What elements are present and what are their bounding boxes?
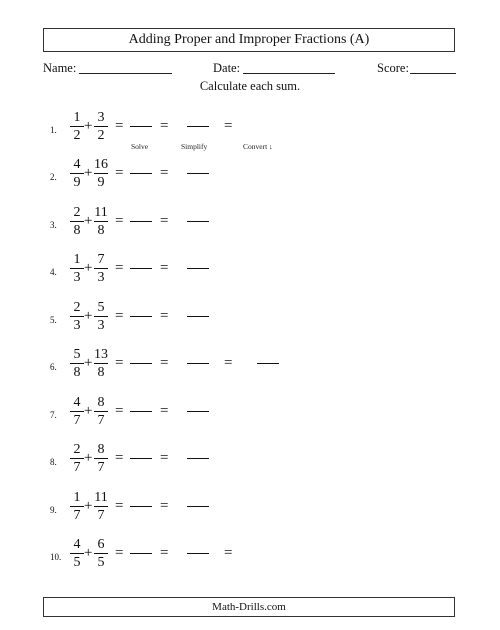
fraction-bar <box>70 411 84 412</box>
simplify-answer-blank[interactable] <box>187 221 209 222</box>
first-fraction-numerator: 1 <box>73 252 81 267</box>
first-fraction-numerator: 4 <box>73 157 81 172</box>
plus-sign: + <box>84 450 93 466</box>
second-fraction-denominator: 7 <box>97 508 105 523</box>
plus-sign: + <box>84 545 93 561</box>
solve-answer-blank[interactable] <box>130 363 152 364</box>
equals-sign: = <box>224 118 233 134</box>
first-fraction <box>70 490 84 523</box>
plus-sign: + <box>84 118 93 134</box>
solve-answer-blank[interactable] <box>130 221 152 222</box>
fraction-bar <box>94 316 108 317</box>
first-fraction-denominator: 8 <box>73 223 81 238</box>
first-fraction-numerator: 2 <box>73 205 81 220</box>
problem-number: 8. <box>50 457 57 467</box>
second-fraction <box>94 537 108 570</box>
step-label-solve: Solve <box>131 142 149 151</box>
fraction-bar <box>94 363 108 364</box>
problem-row <box>0 252 500 298</box>
instructions: Calculate each sum. <box>199 79 301 93</box>
second-fraction <box>94 205 108 238</box>
equals-sign: = <box>115 260 124 276</box>
fraction-bar <box>94 506 108 507</box>
equals-sign: = <box>115 118 124 134</box>
fraction-bar <box>94 221 108 222</box>
second-fraction-denominator: 5 <box>97 555 105 570</box>
second-fraction-numerator: 3 <box>97 110 105 125</box>
first-fraction-denominator: 3 <box>73 318 81 333</box>
second-fraction-numerator: 5 <box>97 300 105 315</box>
solve-answer-blank[interactable] <box>130 126 152 127</box>
problem-number: 5. <box>50 315 57 325</box>
second-fraction <box>94 442 108 475</box>
equals-sign: = <box>115 165 124 181</box>
second-fraction-denominator: 3 <box>97 270 105 285</box>
simplify-answer-blank[interactable] <box>187 363 209 364</box>
problem-row <box>0 395 500 441</box>
second-fraction-denominator: 3 <box>97 318 105 333</box>
plus-sign: + <box>84 403 93 419</box>
fraction-bar <box>94 553 108 554</box>
problem-row <box>0 537 500 583</box>
first-fraction-denominator: 7 <box>73 508 81 523</box>
simplify-answer-blank[interactable] <box>187 126 209 127</box>
second-fraction-numerator: 13 <box>94 347 108 362</box>
equals-sign: = <box>115 450 124 466</box>
equals-sign: = <box>115 355 124 371</box>
fraction-bar <box>94 126 108 127</box>
equals-sign: = <box>115 498 124 514</box>
plus-sign: + <box>84 308 93 324</box>
second-fraction-numerator: 7 <box>97 252 105 267</box>
plus-sign: + <box>84 260 93 276</box>
plus-sign: + <box>84 498 93 514</box>
second-fraction <box>94 490 108 523</box>
second-fraction <box>94 157 108 190</box>
second-fraction-numerator: 11 <box>94 490 108 505</box>
equals-sign: = <box>160 450 169 466</box>
equals-sign: = <box>160 498 169 514</box>
equals-sign: = <box>160 355 169 371</box>
step-label-convert: Convert ↓ <box>243 142 273 151</box>
first-fraction-denominator: 7 <box>73 460 81 475</box>
first-fraction <box>70 300 84 333</box>
convert-answer-blank[interactable] <box>257 363 279 364</box>
first-fraction <box>70 252 84 285</box>
first-fraction <box>70 395 84 428</box>
problem-number: 9. <box>50 505 57 515</box>
simplify-answer-blank[interactable] <box>187 268 209 269</box>
fraction-bar <box>94 458 108 459</box>
second-fraction-denominator: 7 <box>97 460 105 475</box>
first-fraction-denominator: 5 <box>73 555 81 570</box>
first-fraction-denominator: 3 <box>73 270 81 285</box>
second-fraction-numerator: 16 <box>94 157 108 172</box>
fraction-bar <box>94 268 108 269</box>
worksheet-title: Adding Proper and Improper Fractions (A) <box>43 28 455 52</box>
first-fraction-denominator: 9 <box>73 175 81 190</box>
fraction-bar <box>70 173 84 174</box>
simplify-answer-blank[interactable] <box>187 411 209 412</box>
date-label: Date: <box>213 61 241 75</box>
first-fraction-denominator: 7 <box>73 413 81 428</box>
problem-number: 7. <box>50 410 57 420</box>
second-fraction-numerator: 6 <box>97 537 105 552</box>
equals-sign: = <box>160 118 169 134</box>
fraction-bar <box>70 126 84 127</box>
second-fraction-denominator: 7 <box>97 413 105 428</box>
second-fraction <box>94 395 108 428</box>
solve-answer-blank[interactable] <box>130 506 152 507</box>
plus-sign: + <box>84 355 93 371</box>
equals-sign: = <box>115 308 124 324</box>
second-fraction-numerator: 8 <box>97 395 105 410</box>
fraction-bar <box>70 458 84 459</box>
first-fraction-numerator: 1 <box>73 490 81 505</box>
second-fraction <box>94 252 108 285</box>
second-fraction-denominator: 8 <box>97 223 105 238</box>
name-line[interactable] <box>79 73 172 74</box>
first-fraction-numerator: 4 <box>73 395 81 410</box>
first-fraction <box>70 347 84 380</box>
first-fraction <box>70 157 84 190</box>
solve-answer-blank[interactable] <box>130 458 152 459</box>
second-fraction <box>94 347 108 380</box>
solve-answer-blank[interactable] <box>130 553 152 554</box>
equals-sign: = <box>160 403 169 419</box>
score-label: Score: <box>377 61 409 75</box>
step-label-simplify: Simplify <box>181 142 208 151</box>
first-fraction-numerator: 5 <box>73 347 81 362</box>
equals-sign: = <box>224 545 233 561</box>
equals-sign: = <box>115 213 124 229</box>
solve-answer-blank[interactable] <box>130 268 152 269</box>
fraction-bar <box>70 221 84 222</box>
fraction-bar <box>94 411 108 412</box>
first-fraction-numerator: 2 <box>73 442 81 457</box>
equals-sign: = <box>115 545 124 561</box>
problem-row <box>0 157 500 203</box>
fraction-bar <box>70 316 84 317</box>
problem-number: 3. <box>50 220 57 230</box>
equals-sign: = <box>224 355 233 371</box>
second-fraction-numerator: 8 <box>97 442 105 457</box>
fraction-bar <box>70 506 84 507</box>
simplify-answer-blank[interactable] <box>187 506 209 507</box>
equals-sign: = <box>160 260 169 276</box>
first-fraction-numerator: 1 <box>73 110 81 125</box>
problem-row <box>0 490 500 536</box>
equals-sign: = <box>115 403 124 419</box>
equals-sign: = <box>160 545 169 561</box>
first-fraction <box>70 110 84 143</box>
simplify-answer-blank[interactable] <box>187 316 209 317</box>
plus-sign: + <box>84 213 93 229</box>
fraction-bar <box>70 553 84 554</box>
fraction-bar <box>94 173 108 174</box>
simplify-answer-blank[interactable] <box>187 173 209 174</box>
problem-row <box>0 110 500 156</box>
name-label: Name: <box>43 61 77 75</box>
problem-number: 1. <box>50 125 57 135</box>
problem-row <box>0 442 500 488</box>
solve-answer-blank[interactable] <box>130 173 152 174</box>
first-fraction <box>70 205 84 238</box>
second-fraction-denominator: 9 <box>97 175 105 190</box>
first-fraction-denominator: 8 <box>73 365 81 380</box>
problem-row <box>0 300 500 346</box>
first-fraction <box>70 442 84 475</box>
simplify-answer-blank[interactable] <box>187 553 209 554</box>
second-fraction <box>94 300 108 333</box>
second-fraction-denominator: 8 <box>97 365 105 380</box>
solve-answer-blank[interactable] <box>130 411 152 412</box>
simplify-answer-blank[interactable] <box>187 458 209 459</box>
second-fraction <box>94 110 108 143</box>
second-fraction-numerator: 11 <box>94 205 108 220</box>
footer: Math-Drills.com <box>43 597 455 617</box>
fraction-bar <box>70 268 84 269</box>
equals-sign: = <box>160 308 169 324</box>
equals-sign: = <box>160 213 169 229</box>
first-fraction <box>70 537 84 570</box>
solve-answer-blank[interactable] <box>130 316 152 317</box>
first-fraction-denominator: 2 <box>73 128 81 143</box>
problem-row <box>0 205 500 251</box>
problem-number: 6. <box>50 362 57 372</box>
problem-number: 4. <box>50 267 57 277</box>
first-fraction-numerator: 4 <box>73 537 81 552</box>
first-fraction-numerator: 2 <box>73 300 81 315</box>
second-fraction-denominator: 2 <box>97 128 105 143</box>
date-line[interactable] <box>243 73 335 74</box>
problem-number: 2. <box>50 172 57 182</box>
problem-number: 10. <box>50 552 62 562</box>
plus-sign: + <box>84 165 93 181</box>
fraction-bar <box>70 363 84 364</box>
equals-sign: = <box>160 165 169 181</box>
problem-row <box>0 347 500 393</box>
score-line[interactable] <box>410 73 456 74</box>
